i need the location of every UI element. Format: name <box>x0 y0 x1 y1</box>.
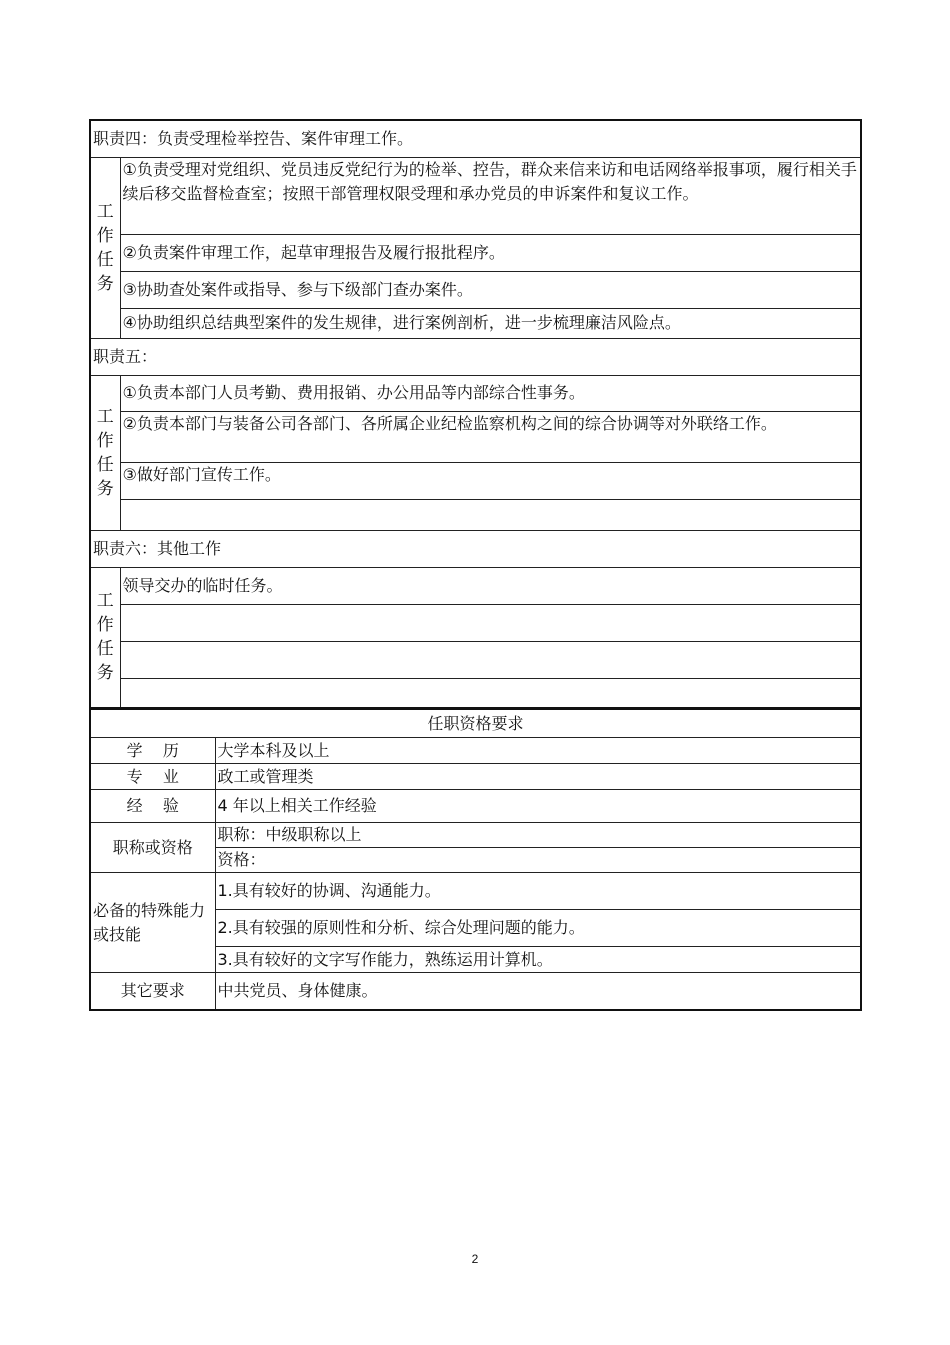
duty-4-row <box>90 120 861 157</box>
education-label: 学 历 <box>90 738 215 764</box>
title-value-1: 职称：中级职称以上 <box>215 823 861 848</box>
other-label: 其它要求 <box>90 973 215 1010</box>
major-label: 专 业 <box>90 764 215 790</box>
title-value-2: 资格： <box>215 848 861 873</box>
duty-6-task-4 <box>120 678 861 708</box>
duty-4-task-3: ③协助查处案件或指导、参与下级部门查办案件。 <box>120 271 861 308</box>
duty-6-row <box>90 530 861 567</box>
duty-5-task-1: ①负责本部门人员考勤、费用报销、办公用品等内部综合性事务。 <box>120 375 861 411</box>
education-value: 大学本科及以上 <box>215 738 861 764</box>
duty-6-title: 职责六：其他工作 <box>90 530 861 567</box>
duty-5-row <box>90 338 861 375</box>
qualifications-header: 任职资格要求 <box>90 709 861 738</box>
duty-4-side-label: 工作任务 <box>90 157 120 338</box>
other-value: 中共党员、身体健康。 <box>215 973 861 1010</box>
experience-label: 经 验 <box>90 790 215 823</box>
duty-4-task-1: ①负责受理对党组织、党员违反党纪行为的检举、控告，群众来信来访和电话网络举报事项，履行相关手续后移交监督检查室；按照干部管理权限受理和承办党员的申诉案件和复议工作。 <box>120 157 861 234</box>
duty-5-title: 职责五： <box>90 338 861 375</box>
skill-1: 1.具有较好的协调、沟通能力。 <box>215 873 861 910</box>
major-value: 政工或管理类 <box>215 764 861 790</box>
skills-label: 必备的特殊能力或技能 <box>90 873 215 973</box>
duty-5-task-4 <box>120 499 861 530</box>
title-label: 职称或资格 <box>90 823 215 873</box>
page-number: 2 <box>471 1252 479 1266</box>
skill-2: 2.具有较强的原则性和分析、综合处理问题的能力。 <box>215 910 861 947</box>
experience-value: 4 年以上相关工作经验 <box>215 790 861 823</box>
duties-table <box>89 119 862 709</box>
duty-5-task-2: ②负责本部门与装备公司各部门、各所属企业纪检监察机构之间的综合协调等对外联络工作。 <box>120 411 861 462</box>
duty-6-side-label: 工作任务 <box>90 567 120 708</box>
qualifications-table <box>89 707 862 1011</box>
duty-6-task-1: 领导交办的临时任务。 <box>120 567 861 604</box>
duty-5-task-3: ③做好部门宣传工作。 <box>120 462 861 499</box>
duty-4-title: 职责四：负责受理检举控告、案件审理工作。 <box>90 120 861 157</box>
job-description-sheet <box>89 119 860 1011</box>
duty-5-side-label: 工作任务 <box>90 375 120 530</box>
duty-4-task-4: ④协助组织总结典型案件的发生规律，进行案例剖析，进一步梳理廉洁风险点。 <box>120 308 861 338</box>
duty-6-task-2 <box>120 604 861 641</box>
skill-3: 3.具有较好的文字写作能力，熟练运用计算机。 <box>215 947 861 973</box>
duty-6-task-3 <box>120 641 861 678</box>
duty-4-task-2: ②负责案件审理工作，起草审理报告及履行报批程序。 <box>120 234 861 271</box>
